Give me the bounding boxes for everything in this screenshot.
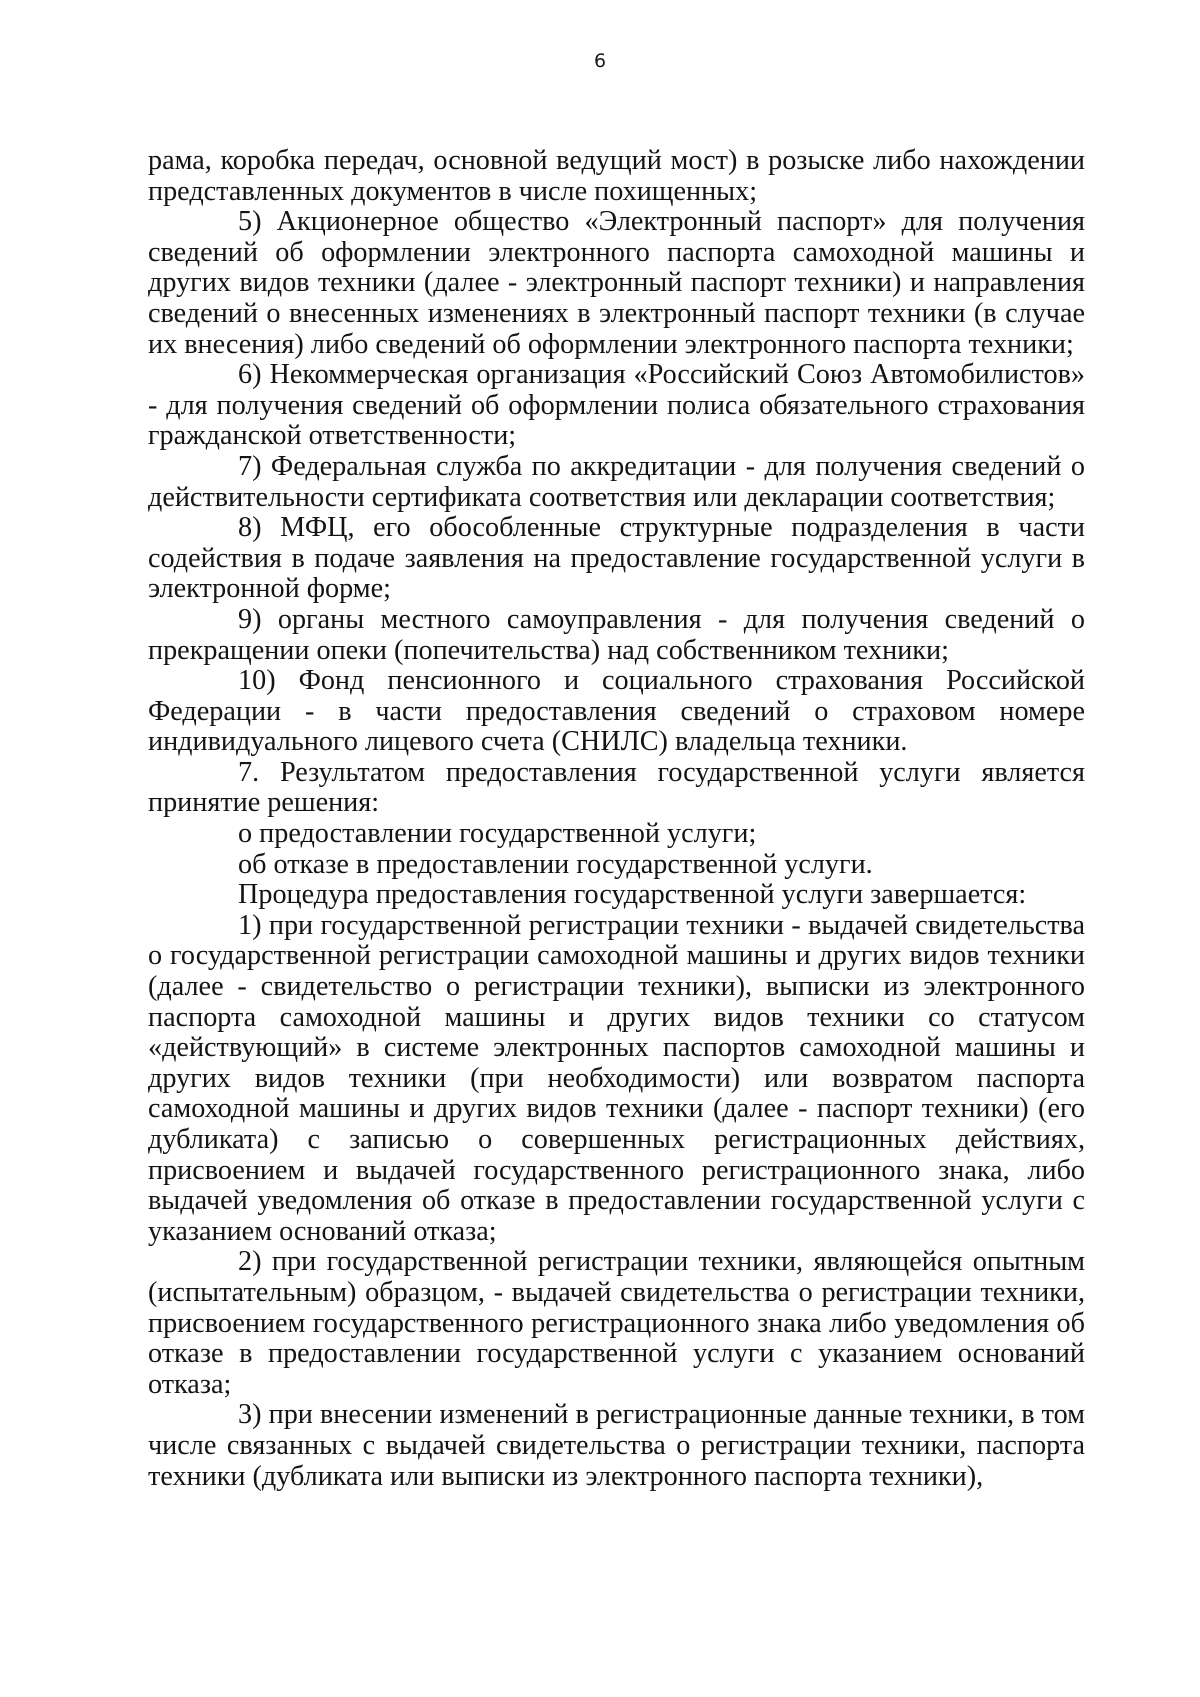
paragraph-item-6: 6) Некоммерческая организация «Российский Союз Автомобилистов» - для получения сведений об оформлении полиса обязательного страхования гражданской ответственности;	[148, 359, 1085, 452]
paragraph-item-8: 8) МФЦ, его обособленные структурные подразделения в части содействия в подаче заявления на предоставление государственной услуги в электронной форме;	[148, 512, 1085, 605]
paragraph-section-7: 7. Результатом предоставления государственной услуги является принятие решения:	[148, 756, 1085, 819]
paragraph-continuation: рама, коробка передач, основной ведущий мост) в розыске либо нахождении представленных документов в числе похищенных;	[148, 145, 1085, 207]
paragraph-item-7: 7) Федеральная служба по аккредитации - для получения сведений о действительности сертификата соответствия или декларации соответствия;	[148, 450, 1085, 513]
paragraph-decision-refuse: об отказе в предоставлении государственной услуги.	[238, 848, 873, 880]
paragraph-procedure-intro: Процедура предоставления государственной услуги завершается:	[238, 879, 1027, 911]
paragraph-item-10: 10) Фонд пенсионного и социального страхования Российской Федерации - в части предоставления сведений о страховом номере индивидуального лицевого счета (СНИЛС) владельца техники.	[148, 665, 1085, 758]
page-number: 6	[593, 50, 607, 72]
document-body	[148, 146, 1085, 1492]
paragraph-procedure-1: 1) при государственной регистрации техники - выдачей свидетельства о государственной регистрации самоходной машины и других видов техники (далее - свидетельство о регистрации техники), выписки из электронного паспорта самоходной машины и других видов техники со статусом «действующий» в системе электронных паспортов самоходной машины и других видов техники (при необходимости) или возвратом паспорта самоходной машины и других видов техники (далее - паспорт техники) (его дубликата) с записью о совершенных регистрационных действиях, присвоением и выдачей государственного регистрационного знака, либо выдачей уведомления об отказе в предоставлении государственной услуги с указанием оснований отказа;	[148, 909, 1085, 1247]
paragraph-procedure-3: 3) при внесении изменений в регистрационные данные техники, в том числе связанных с выдачей свидетельства о регистрации техники, паспорта техники (дубликата или выписки из электронного паспорта техники),	[148, 1399, 1085, 1492]
paragraph-decision-grant: о предоставлении государственной услуги;	[238, 818, 757, 850]
paragraph-item-9: 9) органы местного самоуправления - для получения сведений о прекращении опеки (попечительства) над собственником техники;	[148, 603, 1085, 666]
paragraph-item-5: 5) Акционерное общество «Электронный паспорт» для получения сведений об оформлении электронного паспорта самоходной машины и других видов техники (далее - электронный паспорт техники) и направления сведений о внесенных изменениях в электронный паспорт техники (в случае их внесения) либо сведений об оформлении электронного паспорта техники;	[148, 206, 1085, 360]
paragraph-procedure-2: 2) при государственной регистрации техники, являющейся опытным (испытательным) образцом, - выдачей свидетельства о регистрации техники, присвоением государственного регистрационного знака либо уведомления об отказе в предоставлении государственной услуги с указанием оснований отказа;	[148, 1246, 1085, 1400]
